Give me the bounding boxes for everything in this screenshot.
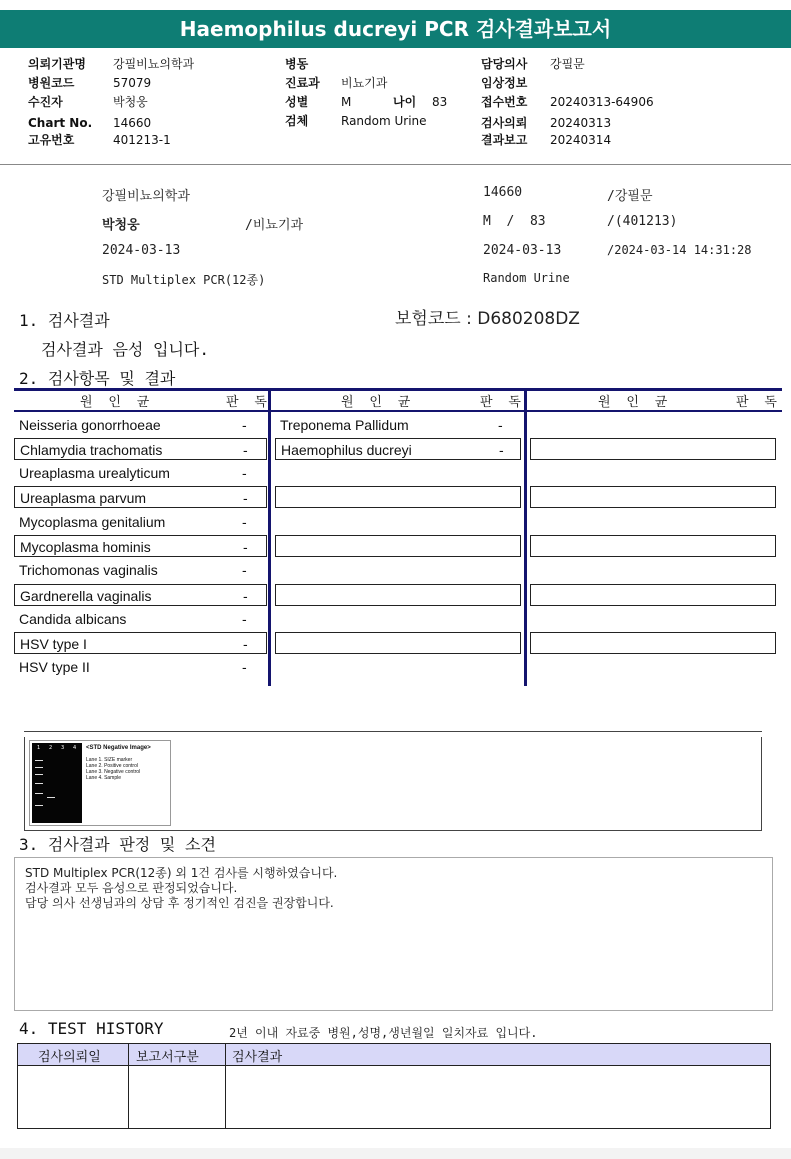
summary-dept: /비뇨기과 <box>245 218 304 233</box>
table-row-empty <box>530 584 776 606</box>
history-note: 2년 이내 자료중 병원,성명,생년월일 일치자료 입니다. <box>229 1026 538 1040</box>
header-receipt-no-value: 20240313-64906 <box>550 95 654 109</box>
header-divider <box>0 164 791 165</box>
gel-band <box>35 760 43 761</box>
table-row-empty <box>275 486 521 508</box>
table-row: Mycoplasma genitalium - <box>19 514 247 530</box>
table-row-empty <box>530 486 776 508</box>
summary-chart: 14660 <box>483 185 523 200</box>
section-1-text: 검사결과 음성 입니다. <box>41 340 210 359</box>
summary-doctor: /강필문 <box>607 189 653 204</box>
gel-image <box>32 743 82 823</box>
summary-sex-age: M / 83 <box>483 214 546 229</box>
table-row-empty <box>275 584 521 606</box>
summary-datetime: /2024-03-14 14:31:28 <box>607 243 752 257</box>
header-dept: 진료과 <box>285 76 320 90</box>
insurance-code: 보험코드 : D680208DZ <box>395 309 580 329</box>
table-divider-2 <box>524 388 527 686</box>
gel-thumbnail <box>29 740 171 826</box>
image-divider <box>24 731 762 732</box>
gel-legend-item: Lane 4. Sample <box>86 775 122 781</box>
header-age: 나이 <box>393 95 417 109</box>
opinion-box <box>14 857 773 1011</box>
report-title: Haemophilus ducreyi PCR 검사결과보고서 <box>0 10 791 48</box>
history-header-result: 검사결과 <box>232 1050 283 1065</box>
section-2-title: 2. 검사항목 및 결과 <box>19 369 176 388</box>
table-row: Mycoplasma hominis - <box>14 535 267 557</box>
table-row: Gardnerella vaginalis - <box>14 584 267 606</box>
opinion-line: 검사결과 모두 음성으로 판정되었습니다. <box>25 881 238 895</box>
header-doctor-value: 강필문 <box>550 57 585 71</box>
history-header-request-date: 검사의뢰일 <box>38 1050 101 1065</box>
history-header <box>18 1044 770 1066</box>
header-hospital-code: 병원코드 <box>28 76 75 90</box>
header-result-1: 판 독 <box>226 395 271 410</box>
header-ward: 병동 <box>285 57 309 71</box>
header-sex-value: M <box>341 95 352 109</box>
table-row: Ureaplasma urealyticum - <box>19 465 247 481</box>
header-dept-value: 비뇨기과 <box>341 76 388 90</box>
table-row-empty <box>530 438 776 460</box>
header-result-3: 판 독 <box>736 395 781 410</box>
table-row: Haemophilus ducreyi - <box>275 438 521 460</box>
table-row-empty <box>530 632 776 654</box>
header-clinic-value: 강필비뇨의학과 <box>113 57 195 71</box>
header-pathogen-1: 원 인 균 <box>80 395 154 410</box>
header-hospital-code-value: 57079 <box>113 76 152 90</box>
header-patient: 수진자 <box>28 95 63 109</box>
summary-test-name: STD Multiplex PCR(12종) <box>102 273 266 287</box>
table-divider-1 <box>268 388 271 686</box>
result-table <box>14 388 782 686</box>
gel-image-box <box>24 737 762 831</box>
header-pathogen-3: 원 인 균 <box>598 395 672 410</box>
summary-date2: 2024-03-13 <box>483 243 562 258</box>
header-patient-value: 박청웅 <box>113 95 148 109</box>
section-4-title: 4. TEST HISTORY <box>19 1019 164 1038</box>
opinion-line: 담당 의사 선생님과의 상담 후 정기적인 검진을 권장합니다. <box>25 896 334 910</box>
summary-name: 박청웅 <box>102 218 140 233</box>
gel-band <box>35 793 43 794</box>
table-row-empty <box>275 535 521 557</box>
header-chart-no: Chart No. <box>28 116 93 130</box>
header-request-date: 검사의뢰 <box>481 116 528 130</box>
history-col-divider <box>225 1044 226 1128</box>
header-age-value: 83 <box>432 95 448 109</box>
header-doctor: 담당의사 <box>481 57 528 71</box>
header-pathogen-2: 원 인 균 <box>341 395 415 410</box>
summary-clinic: 강필비뇨의학과 <box>102 189 190 204</box>
header-report-date-value: 20240314 <box>550 133 612 147</box>
header-result-2: 판 독 <box>480 395 525 410</box>
gel-legend-item: Lane 3. Negative control <box>86 769 141 775</box>
table-row: HSV type I - <box>14 632 267 654</box>
table-row-empty <box>275 632 521 654</box>
gel-legend-item: Lane 1. SIZE marker <box>86 757 133 763</box>
header-receipt-no: 접수번호 <box>481 95 528 109</box>
table-row: Treponema Pallidum - <box>280 417 503 433</box>
section-1-title: 1. 검사결과 <box>19 311 110 330</box>
history-col-divider <box>128 1044 129 1128</box>
gel-lane-label: 3 <box>61 745 65 751</box>
gel-lane-label: 4 <box>73 745 77 751</box>
table-row: Neisseria gonorrhoeae - <box>19 417 247 433</box>
gel-band <box>35 783 43 784</box>
gel-band <box>35 774 43 775</box>
gel-lane-label: 2 <box>49 745 53 751</box>
history-table <box>17 1043 771 1129</box>
table-row-empty <box>530 535 776 557</box>
header-chart-no-value: 14660 <box>113 116 152 130</box>
header-unique-no-value: 401213-1 <box>113 133 171 147</box>
gel-band <box>35 805 43 806</box>
header-clinical-info: 임상정보 <box>481 76 528 90</box>
opinion-line: STD Multiplex PCR(12종) 외 1건 검사를 시행하였습니다. <box>25 866 338 880</box>
header-request-date-value: 20240313 <box>550 116 612 130</box>
table-row: Candida albicans - <box>19 611 247 627</box>
summary-id: /(401213) <box>607 214 678 229</box>
header-specimen-value: Random Urine <box>341 114 427 128</box>
summary-specimen: Random Urine <box>483 271 570 285</box>
gel-legend <box>86 745 151 781</box>
summary-date1: 2024-03-13 <box>102 243 181 258</box>
gel-lane-label: 1 <box>37 745 41 751</box>
table-row: HSV type II - <box>19 659 247 675</box>
header-sex: 성별 <box>285 95 309 109</box>
header-specimen: 검체 <box>285 114 309 128</box>
header-unique-no: 고유번호 <box>28 133 75 147</box>
history-header-report-type: 보고서구분 <box>136 1050 199 1065</box>
gel-band <box>35 767 43 768</box>
section-3-title: 3. 검사결과 판정 및 소견 <box>19 835 216 854</box>
gel-band <box>47 797 55 798</box>
table-row: Ureaplasma parvum - <box>14 486 267 508</box>
gel-legend-title: <STD Negative Image> <box>86 745 151 751</box>
header-report-date: 결과보고 <box>481 133 528 147</box>
table-row: Chlamydia trachomatis - <box>14 438 267 460</box>
table-row: Trichomonas vaginalis - <box>19 562 247 578</box>
header-clinic: 의뢰기관명 <box>28 57 86 71</box>
gel-legend-item: Lane 2. Positive control <box>86 763 138 769</box>
